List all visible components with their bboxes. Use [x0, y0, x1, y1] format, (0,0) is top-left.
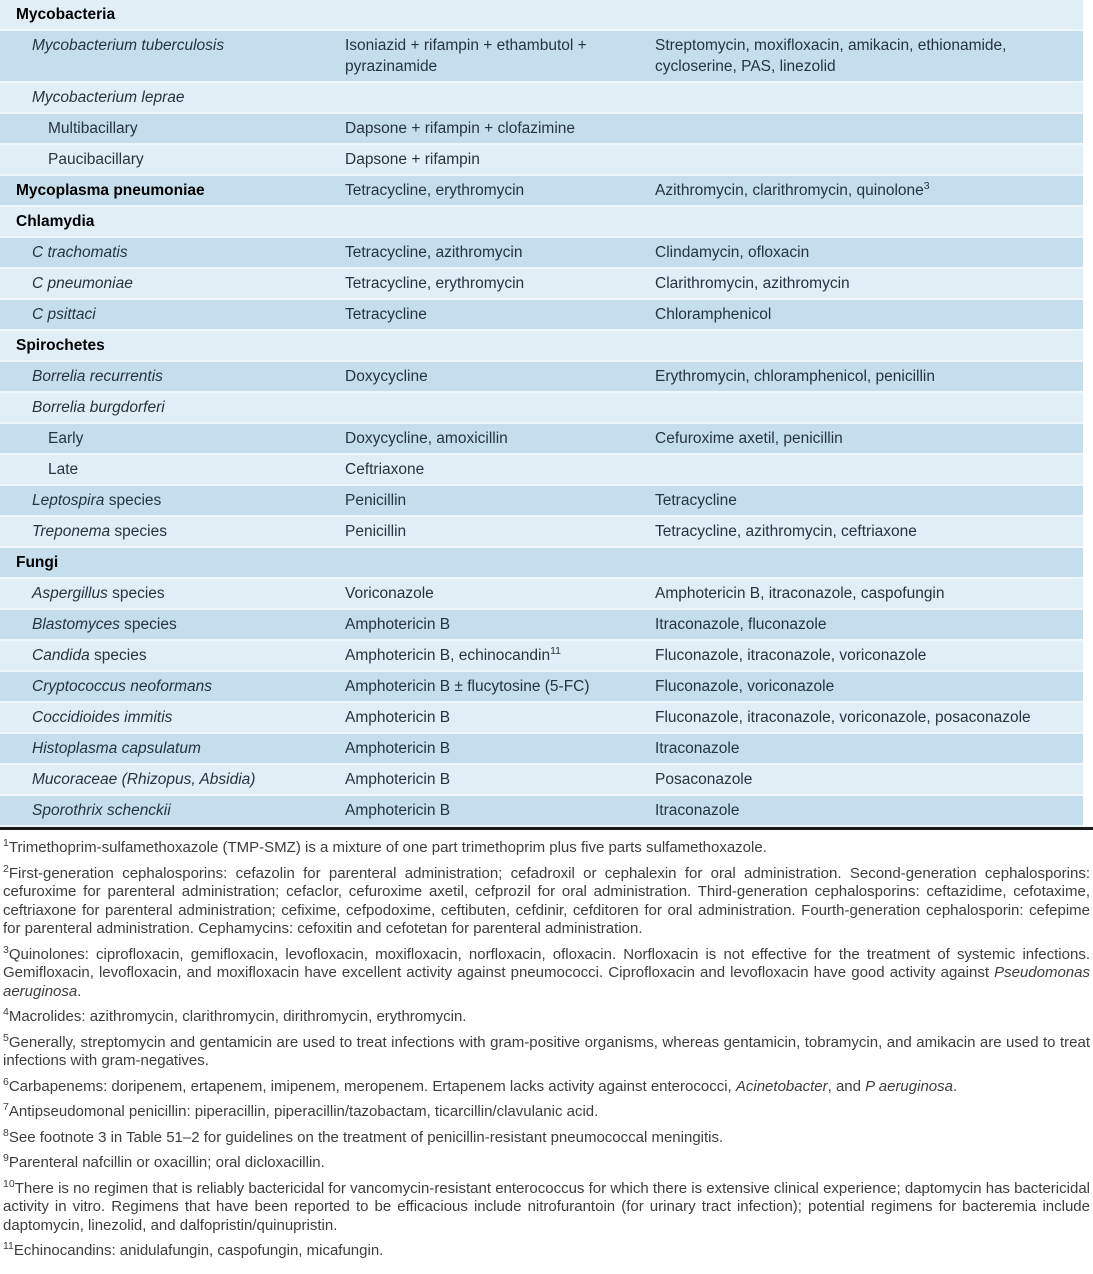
footnotes-section	[0, 830, 1093, 1274]
drug-text: Amphotericin B	[345, 771, 451, 788]
text: Trimethoprim-sulfamethoxazole (TMP-SMZ) is a mixture of one part trimethoprim plus five parts sulfamethoxazole.	[8, 839, 767, 856]
organism-cell	[0, 579, 345, 608]
italic-text: Borrelia burgdorferi	[32, 399, 165, 416]
table-row	[0, 703, 1083, 734]
first-line-drugs-cell	[345, 269, 655, 298]
first-line-drugs-cell	[345, 238, 655, 267]
drug-text: Streptomycin, moxifloxacin, amikacin, ethionamide, cycloserine, PAS, linezolid	[655, 37, 1007, 75]
drug-text: Chloramphenicol	[655, 306, 772, 323]
drug-text: Clindamycin, ofloxacin	[655, 244, 810, 261]
text: Mycoplasma pneumoniae	[16, 182, 205, 199]
first-line-drugs-cell	[345, 703, 655, 732]
section-header-row	[0, 548, 1083, 579]
table-row	[0, 579, 1083, 610]
alternative-drugs-cell	[655, 424, 1083, 453]
italic-text: Mycobacterium tuberculosis	[32, 37, 225, 54]
table-row	[0, 362, 1083, 393]
footnote-reference: 3	[923, 179, 930, 192]
text: .	[77, 982, 82, 1000]
drug-text: Amphotericin B, echinocandin	[345, 647, 551, 664]
italic-text: Coccidioides immitis	[32, 709, 173, 726]
alternative-drugs-cell	[655, 672, 1083, 701]
footnote-number: 6	[3, 1075, 9, 1088]
organism-cell	[0, 0, 345, 29]
text: species	[107, 585, 165, 602]
footnote-number: 5	[3, 1031, 9, 1044]
first-line-drugs-cell	[345, 0, 655, 29]
footnote	[3, 1075, 1090, 1097]
footnote	[3, 1008, 1090, 1027]
table-row	[0, 238, 1083, 269]
drug-text: Tetracycline	[655, 492, 737, 509]
organism-cell	[0, 548, 345, 577]
text: Mycobacteria	[16, 6, 116, 23]
italic-text: Cryptococcus neoformans	[32, 678, 213, 695]
drug-text: Fluconazole, itraconazole, voriconazole	[655, 647, 927, 664]
alternative-drugs-cell	[655, 31, 1083, 81]
organism-cell	[0, 455, 345, 484]
alternative-drugs-cell	[655, 145, 1083, 174]
footnote	[3, 1103, 1090, 1122]
italic-text: Blastomyces	[32, 616, 120, 633]
text: Macrolides: azithromycin, clarithromycin, dirithromycin, erythromycin.	[8, 1008, 467, 1025]
first-line-drugs-cell	[345, 765, 655, 794]
alternative-drugs-cell	[655, 517, 1083, 546]
alternative-drugs-cell	[655, 641, 1083, 670]
drug-text: Amphotericin B ± flucytosine (5-FC)	[345, 678, 590, 695]
text: Early	[48, 430, 84, 447]
organism-cell	[0, 734, 345, 763]
alternative-drugs-cell	[655, 362, 1083, 391]
organism-cell	[0, 703, 345, 732]
table-row	[0, 486, 1083, 517]
text: Carbapenems: doripenem, ertapenem, imipenem, meropenem. Ertapenem lacks activity against enterococci,	[8, 1077, 736, 1095]
italic-text: Treponema	[32, 523, 111, 540]
footnote-reference: 11	[550, 644, 561, 657]
italic-text: Mycobacterium leprae	[32, 89, 185, 106]
first-line-drugs-cell	[345, 176, 655, 205]
organism-cell	[0, 207, 345, 236]
drug-text: Tetracycline, azithromycin, ceftriaxone	[655, 523, 917, 540]
drug-text: Amphotericin B	[345, 616, 451, 633]
footnote	[3, 1126, 1090, 1148]
first-line-drugs-cell	[345, 300, 655, 329]
drug-text: Penicillin	[345, 492, 407, 509]
first-line-drugs-cell	[345, 579, 655, 608]
drug-text: Amphotericin B, itraconazole, caspofungin	[655, 585, 945, 602]
italic-text: Sporothrix schenckii	[32, 802, 171, 819]
drug-text: Tetracycline, azithromycin	[345, 244, 523, 261]
alternative-drugs-cell	[655, 734, 1083, 763]
alternative-drugs-cell	[655, 331, 1083, 360]
drug-text: Penicillin	[345, 523, 407, 540]
italic-text: Candida	[32, 647, 90, 664]
alternative-drugs-cell	[655, 269, 1083, 298]
text: Paucibacillary	[48, 151, 144, 168]
footnote	[3, 1177, 1090, 1236]
drug-text: Posaconazole	[655, 771, 753, 788]
drug-text: Erythromycin, chloramphenicol, penicillin	[655, 368, 935, 385]
organism-cell	[0, 641, 345, 670]
organism-cell	[0, 331, 345, 360]
first-line-drugs-cell	[345, 455, 655, 484]
organism-cell	[0, 362, 345, 391]
italic-text: P aeruginosa	[865, 1077, 953, 1095]
first-line-drugs-cell	[345, 610, 655, 639]
organism-cell	[0, 238, 345, 267]
drug-text: Azithromycin, clarithromycin, quinolone	[655, 182, 924, 199]
footnote-number: 9	[3, 1152, 9, 1164]
organism-cell	[0, 176, 345, 205]
table-row	[0, 393, 1083, 424]
footnote-number: 1	[3, 837, 9, 849]
drug-text: Ceftriaxone	[345, 461, 425, 478]
organism-cell	[0, 486, 345, 515]
organism-cell	[0, 517, 345, 546]
footnote-number: 10	[3, 1177, 15, 1190]
italic-text: C pneumoniae	[32, 275, 133, 292]
text: There is no regimen that is reliably bactericidal for vancomycin-resistant enterococcus for which there is extensive clinical experience; daptomycin has bactericidal activity in vitro. Regimens that have been reported to be efficacious include nitrofurantoin (for urinary tract infection); potential regimens for bacteremia include daptomycin, linezolid, and dalfopristin/quinupristin.	[3, 1179, 1090, 1234]
text: Parenteral nafcillin or oxacillin; oral dicloxacillin.	[8, 1154, 325, 1171]
italic-text: Mucoraceae (Rhizopus, Absidia)	[32, 771, 256, 788]
organism-cell	[0, 610, 345, 639]
drug-text: Dapsone + rifampin	[345, 151, 480, 168]
first-line-drugs-cell	[345, 83, 655, 112]
first-line-drugs-cell	[345, 486, 655, 515]
drug-text: Tetracycline, erythromycin	[345, 182, 525, 199]
table-row	[0, 796, 1083, 827]
italic-text: C psittaci	[32, 306, 96, 323]
alternative-drugs-cell	[655, 83, 1083, 112]
first-line-drugs-cell	[345, 796, 655, 825]
first-line-drugs-cell	[345, 207, 655, 236]
alternative-drugs-cell	[655, 486, 1083, 515]
italic-text: Aspergillus	[32, 585, 108, 602]
first-line-drugs-cell	[345, 424, 655, 453]
first-line-drugs-cell	[345, 548, 655, 577]
text: species	[119, 616, 177, 633]
text: .	[952, 1077, 958, 1095]
table-row	[0, 517, 1083, 548]
text: Fungi	[16, 554, 59, 571]
alternative-drugs-cell	[655, 0, 1083, 29]
alternative-drugs-cell	[655, 548, 1083, 577]
table-row	[0, 455, 1083, 486]
drug-text: Itraconazole	[655, 802, 740, 819]
footnote	[3, 1242, 1090, 1261]
table-row	[0, 641, 1083, 672]
text: Antipseudomonal penicillin: piperacillin, piperacillin/tazobactam, ticarcillin/clavulanic acid.	[8, 1103, 599, 1120]
table-row	[0, 114, 1083, 145]
drug-text: Itraconazole, fluconazole	[655, 616, 827, 633]
alternative-drugs-cell	[655, 610, 1083, 639]
alternative-drugs-cell	[655, 579, 1083, 608]
organism-cell	[0, 300, 345, 329]
footnote	[3, 862, 1090, 939]
footnote	[3, 839, 1090, 858]
drug-text: Amphotericin B	[345, 740, 451, 757]
drug-text: Doxycycline	[345, 368, 428, 385]
alternative-drugs-cell	[655, 300, 1083, 329]
first-line-drugs-cell	[345, 393, 655, 422]
table-row	[0, 269, 1083, 300]
table-row	[0, 765, 1083, 796]
organism-cell	[0, 83, 345, 112]
table-row	[0, 145, 1083, 176]
alternative-drugs-cell	[655, 207, 1083, 236]
text: species	[104, 492, 162, 509]
drug-text: Fluconazole, itraconazole, voriconazole, posaconazole	[655, 709, 1031, 726]
drug-text: Amphotericin B	[345, 802, 451, 819]
text: Quinolones: ciprofloxacin, gemifloxacin, levofloxacin, moxifloxacin, norfloxacin, ofloxacin. Norfloxacin is not effective for the treatment of systemic infections. Gemifloxacin, levofloxacin, and moxifloxacin have excellent activity against pneumococci. Ciprofloxacin and levofloxacin have good activity against	[3, 945, 1090, 981]
organism-cell	[0, 796, 345, 825]
first-line-drugs-cell	[345, 641, 655, 670]
italic-text: Borrelia recurrentis	[32, 368, 163, 385]
first-line-drugs-cell	[345, 114, 655, 143]
footnote-number: 7	[3, 1101, 9, 1113]
organism-cell	[0, 765, 345, 794]
footnote	[3, 943, 1090, 1002]
drug-text: Clarithromycin, azithromycin	[655, 275, 850, 292]
text: , and	[827, 1077, 866, 1095]
first-line-drugs-cell	[345, 145, 655, 174]
alternative-drugs-cell	[655, 703, 1083, 732]
italic-text: Histoplasma capsulatum	[32, 740, 201, 757]
drug-text: Tetracycline, erythromycin	[345, 275, 525, 292]
organism-cell	[0, 672, 345, 701]
section-header-row	[0, 0, 1083, 31]
alternative-drugs-cell	[655, 238, 1083, 267]
text: Generally, streptomycin and gentamicin are used to treat infections with gram-positive organisms, whereas gentamicin, tobramycin, and amikacin are used to treat infections with gram-negatives.	[3, 1033, 1090, 1069]
drug-text: Fluconazole, voriconazole	[655, 678, 835, 695]
organism-cell	[0, 145, 345, 174]
drug-text: Dapsone + rifampin + clofazimine	[345, 120, 576, 137]
footnote-number: 11	[3, 1240, 14, 1252]
organism-cell	[0, 114, 345, 143]
footnote-number: 8	[3, 1126, 9, 1139]
text: Multibacillary	[48, 120, 138, 137]
table-row	[0, 424, 1083, 455]
drug-text: Doxycycline, amoxicillin	[345, 430, 508, 447]
organism-cell	[0, 31, 345, 81]
first-line-drugs-cell	[345, 362, 655, 391]
organism-cell	[0, 269, 345, 298]
section-header-row	[0, 331, 1083, 362]
italic-text: C trachomatis	[32, 244, 128, 261]
text: First-generation cephalosporins: cefazolin for parenteral administration; cefadroxil or cephalexin for oral administration. Second-generation cephalosporins: cefuroxime for parenteral administration; cefaclor, cefuroxime axetil, cefprozil for oral administration. Third-generation cephalosporins: ceftazidime, cefotaxime, ceftriaxone for parenteral administration; cefixime, cefpodoxime, ceftibuten, cefdinir, cefditoren for oral administration. Fourth-generation cephalosporin: cefepime for parenteral administration. Cephamycins: cefoxitin and cefotetan for parenteral administration.	[3, 864, 1090, 937]
drug-text: Tetracycline	[345, 306, 427, 323]
table-row	[0, 672, 1083, 703]
drug-text: Itraconazole	[655, 740, 740, 757]
text: Spirochetes	[16, 337, 105, 354]
alternative-drugs-cell	[655, 796, 1083, 825]
table-row	[0, 300, 1083, 331]
drug-text: Cefuroxime axetil, penicillin	[655, 430, 843, 447]
table-row	[0, 31, 1083, 83]
alternative-drugs-cell	[655, 765, 1083, 794]
italic-text: Pseudomonas aeruginosa	[3, 964, 1090, 1000]
footnote	[3, 1154, 1090, 1173]
text: Late	[48, 461, 79, 478]
footnote	[3, 1031, 1090, 1071]
section-header-row	[0, 176, 1083, 207]
first-line-drugs-cell	[345, 331, 655, 360]
first-line-drugs-cell	[345, 672, 655, 701]
italic-text: Acinetobacter	[735, 1077, 828, 1095]
organism-cell	[0, 424, 345, 453]
footnote-number: 4	[3, 1006, 9, 1018]
drug-text: Voriconazole	[345, 585, 434, 602]
text: See footnote 3 in Table 51–2 for guidelines on the treatment of penicillin-resistant pneumococcal meningitis.	[8, 1128, 724, 1146]
first-line-drugs-cell	[345, 31, 655, 81]
table-row	[0, 610, 1083, 641]
first-line-drugs-cell	[345, 517, 655, 546]
text: species	[89, 647, 147, 664]
text: Chlamydia	[16, 213, 95, 230]
alternative-drugs-cell	[655, 455, 1083, 484]
alternative-drugs-cell	[655, 176, 1083, 205]
drug-text: Amphotericin B	[345, 709, 451, 726]
footnote-number: 3	[3, 943, 9, 956]
table-row	[0, 83, 1083, 114]
alternative-drugs-cell	[655, 114, 1083, 143]
first-line-drugs-cell	[345, 734, 655, 763]
section-header-row	[0, 207, 1083, 238]
text: Echinocandins: anidulafungin, caspofungin, micafungin.	[13, 1242, 384, 1259]
organism-cell	[0, 393, 345, 422]
text: species	[110, 523, 167, 540]
drug-text: Isoniazid + rifampin + ethambutol + pyrazinamide	[345, 37, 587, 75]
footnote-number: 2	[3, 862, 9, 875]
alternative-drugs-cell	[655, 393, 1083, 422]
italic-text: Leptospira	[32, 492, 105, 509]
table-row	[0, 734, 1083, 765]
